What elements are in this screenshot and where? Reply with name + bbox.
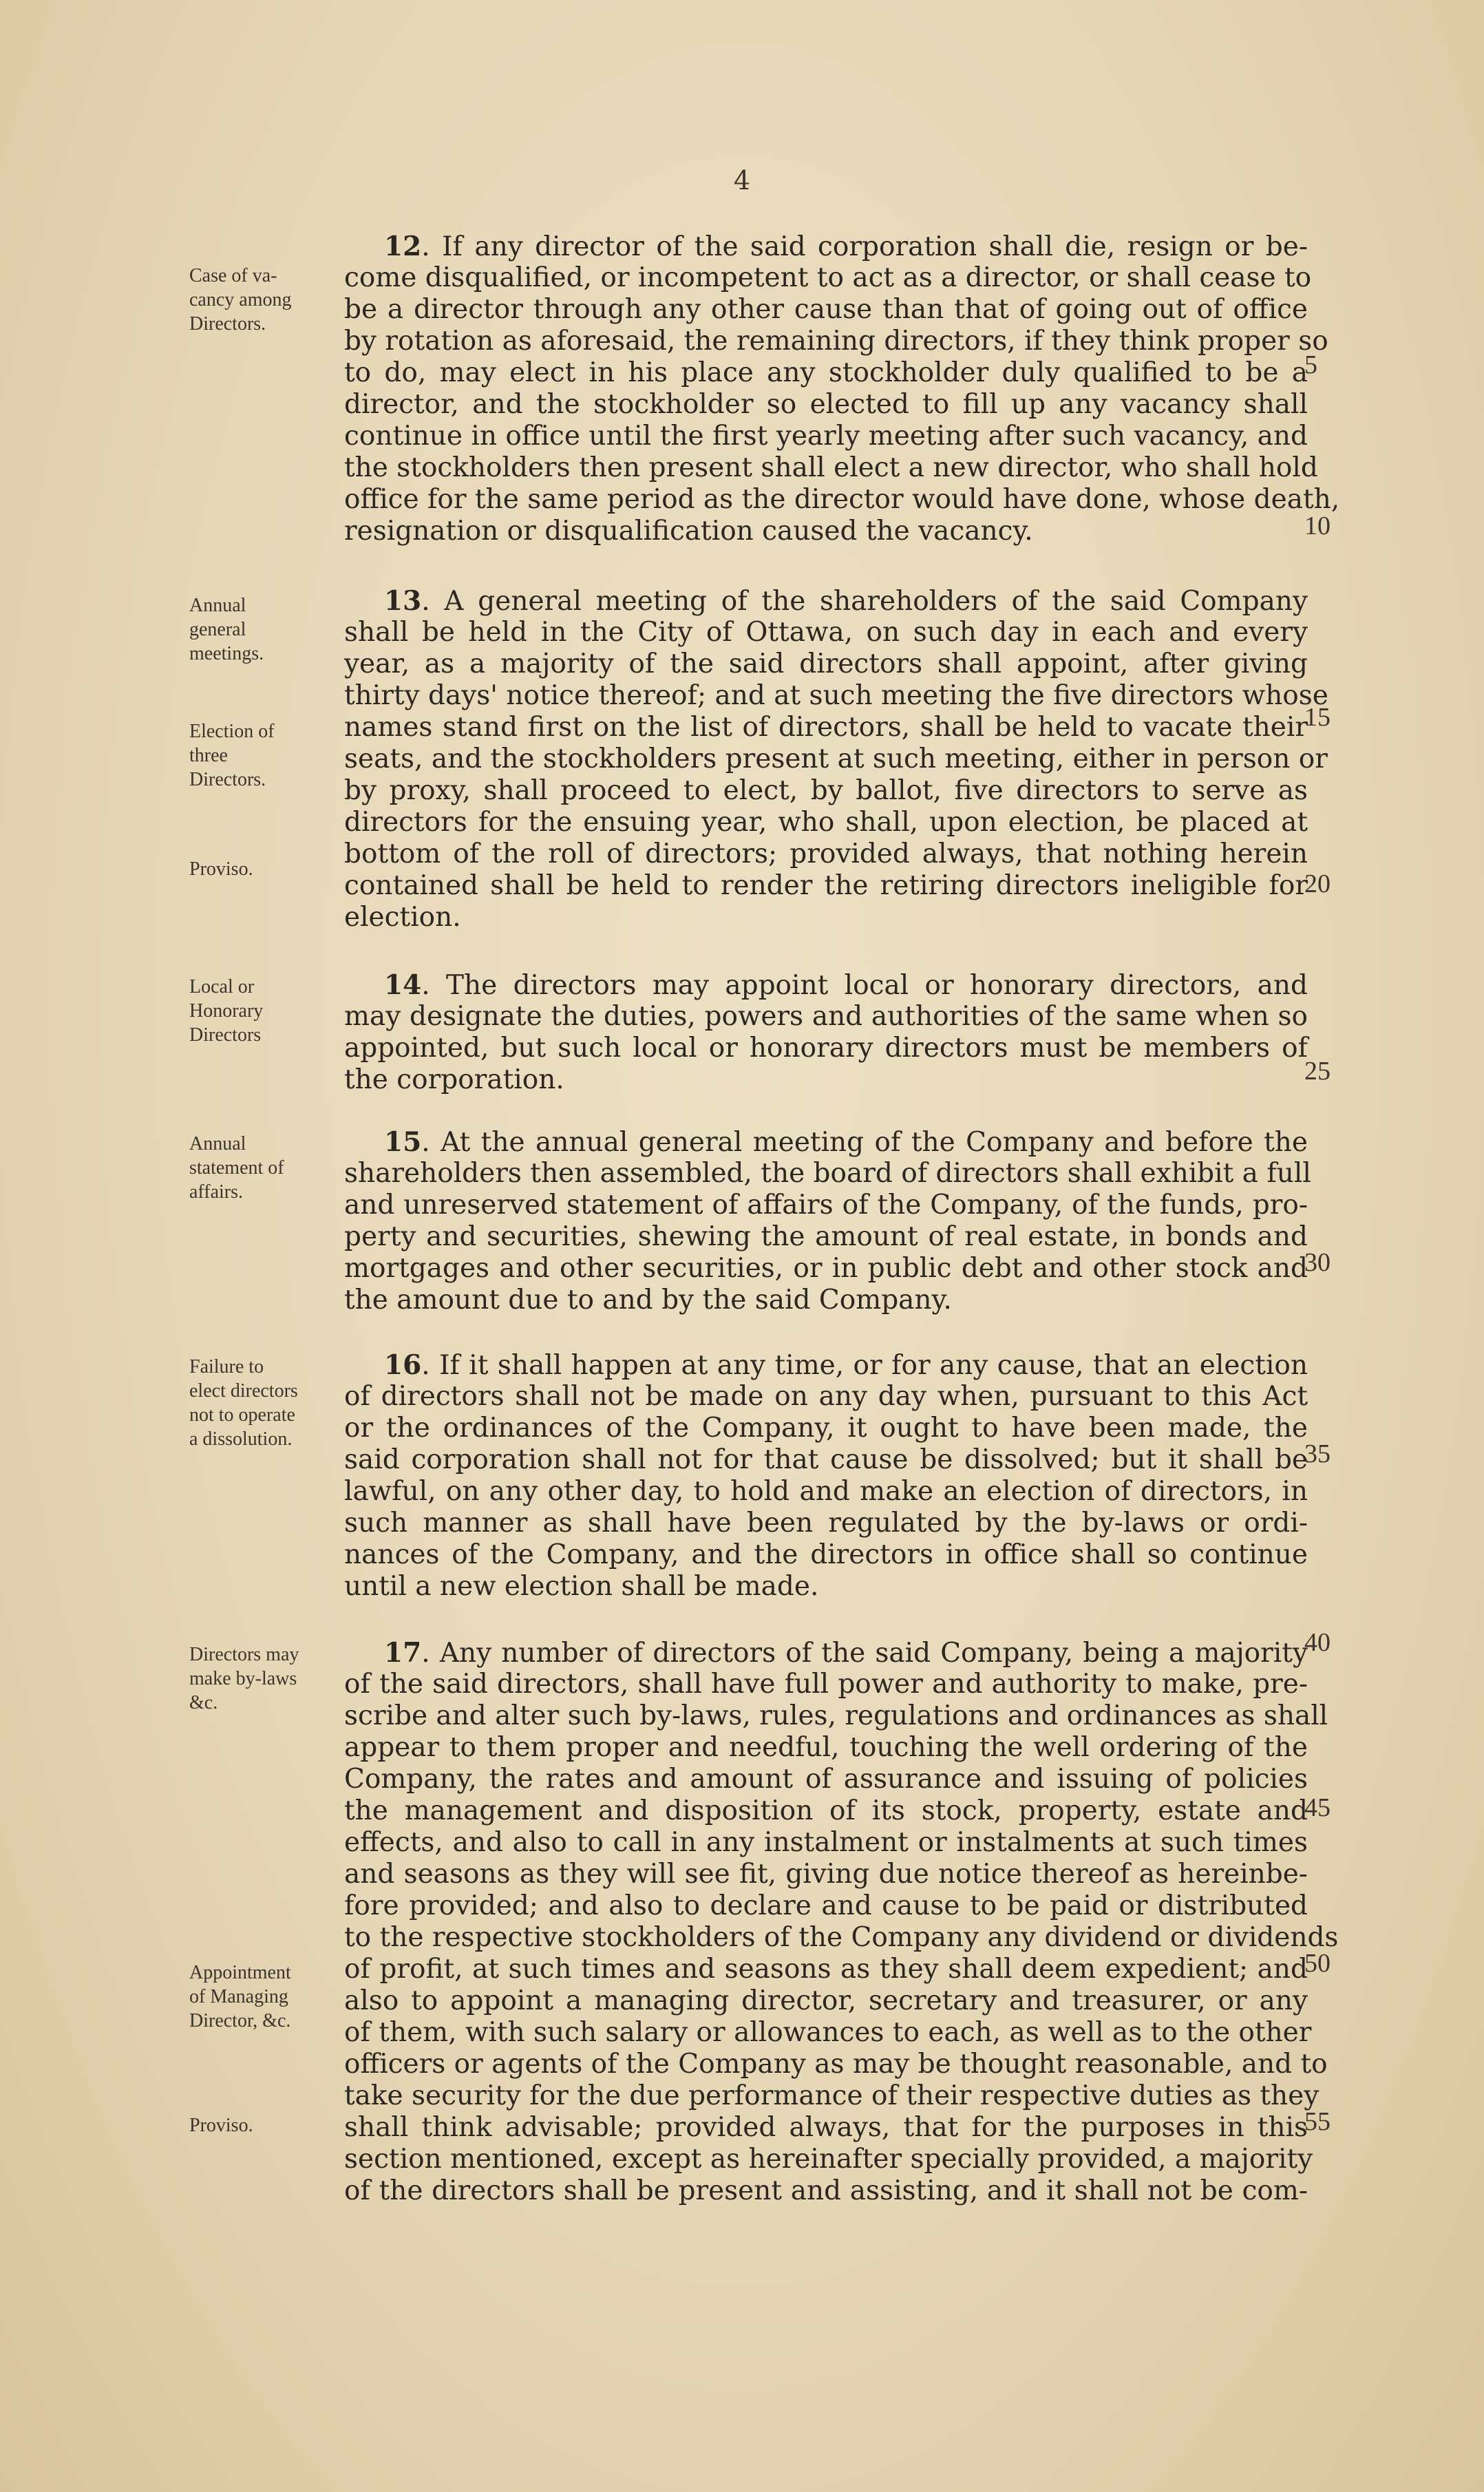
line-number: 55 — [1304, 2107, 1331, 2136]
text-line: the amount due to and by the said Company. — [344, 1285, 952, 1316]
section-body — [344, 969, 1308, 1096]
text-line: officers or agents of the Company as may be thought reasonable, and to — [344, 2049, 1328, 2080]
text-line: names stand first on the list of directors, shall be held to vacate their — [344, 712, 1308, 743]
line-number: 50 — [1304, 1949, 1331, 1978]
text-line: 15. At the annual general meeting of the Company and before the — [384, 1126, 1308, 1158]
text-line: of profit, at such times and seasons as they shall deem expedient; and — [344, 1954, 1308, 1985]
text-line: the stockholders then present shall elect a new director, who shall hold — [344, 452, 1318, 483]
text-line: until a new election shall be made. — [344, 1571, 819, 1602]
text-line: said corporation shall not for that cause be dissolved; but it shall be — [344, 1444, 1308, 1475]
line-number: 20 — [1304, 869, 1331, 898]
margin-note-managing-director: Appointment of Managing Director, &c. — [189, 1962, 291, 2031]
text-line: continue in office until the first yearly meeting after such vacancy, and — [344, 421, 1308, 452]
page-number: 4 — [733, 165, 751, 196]
text-line: may designate the duties, powers and authorities of the same when so — [344, 1001, 1308, 1032]
text-line: of directors shall not be made on any day when, pursuant to this Act — [344, 1381, 1308, 1412]
margin-note-proviso: Proviso. — [189, 2115, 253, 2136]
line-number: 40 — [1304, 1628, 1331, 1657]
text-line: fore provided; and also to declare and cause to be paid or distributed — [344, 1890, 1308, 1921]
text-line: section mentioned, except as hereinafter specially provided, a majority — [344, 2144, 1313, 2175]
line-number: 35 — [1304, 1439, 1331, 1468]
text-line: to do, may elect in his place any stockholder duly qualified to be a — [344, 357, 1308, 388]
line-number: 15 — [1304, 703, 1331, 732]
text-line: seats, and the stockholders present at such meeting, either in person or — [344, 743, 1328, 774]
text-line: perty and securities, shewing the amount of real estate, in bonds and — [344, 1221, 1308, 1252]
text-line: the management and disposition of its stock, property, estate and — [344, 1795, 1308, 1826]
section-body — [344, 1126, 1311, 1316]
margin-note-failure-to-elect: Failure to elect directors not to operate a dissolution. — [189, 1356, 298, 1450]
text-line: mortgages and other securities, or in public debt and other stock and — [344, 1253, 1308, 1284]
margin-note-election: Election of three Directors. — [189, 721, 275, 790]
text-line: director, and the stockholder so elected to fill up any vacancy shall — [344, 389, 1308, 420]
text-line: effects, and also to call in any instalment or instalments at such times — [344, 1827, 1308, 1858]
text-line: appointed, but such local or honorary directors must be members of — [344, 1033, 1308, 1064]
text-line: 14. The directors may appoint local or honorary directors, and — [384, 969, 1308, 1001]
text-line: thirty days' notice thereof; and at such meeting the five directors whose — [344, 680, 1328, 711]
margin-note-annual-statement: Annual statement of affairs. — [189, 1133, 284, 1203]
text-line: of them, with such salary or allowances to each, as well as to the other — [344, 2017, 1312, 2048]
text-line: appear to them proper and needful, touching the well ordering of the — [344, 1732, 1308, 1763]
text-line: by proxy, shall proceed to elect, by ballot, five directors to serve as — [344, 775, 1308, 806]
text-line: by rotation as aforesaid, the remaining directors, if they think proper so — [344, 326, 1328, 357]
text-line: shall think advisable; provided always, that for the purposes in this — [344, 2112, 1308, 2143]
text-line: year, as a majority of the said directors shall appoint, after giving — [344, 648, 1308, 679]
text-line: be a director through any other cause than that of going out of office — [344, 294, 1308, 325]
text-line: directors for the ensuing year, who shall, upon election, be placed at — [344, 807, 1308, 838]
text-line: office for the same period as the director would have done, whose death, — [344, 484, 1340, 515]
text-line: and seasons as they will see fit, giving due notice thereof as hereinbe- — [344, 1859, 1308, 1890]
margin-note-local-directors: Local or Honorary Directors — [189, 976, 264, 1046]
line-number: 45 — [1304, 1793, 1331, 1822]
line-number: 10 — [1304, 511, 1331, 540]
line-number: 25 — [1304, 1057, 1331, 1086]
text-line: 17. Any number of directors of the said Company, being a majority — [384, 1637, 1308, 1669]
text-line: 12. If any director of the said corporation shall die, resign or be- — [384, 231, 1308, 262]
text-line: shareholders then assembled, the board of directors shall exhibit a full — [344, 1158, 1311, 1189]
margin-note-proviso: Proviso. — [189, 858, 253, 880]
text-line: 13. A general meeting of the shareholders of the said Company — [384, 585, 1308, 617]
text-line: the corporation. — [344, 1064, 564, 1095]
text-line: or the ordinances of the Company, it ought to have been made, the — [344, 1413, 1308, 1444]
text-line: lawful, on any other day, to hold and make an election of directors, in — [344, 1476, 1308, 1507]
text-line: shall be held in the City of Ottawa, on such day in each and every — [344, 617, 1308, 648]
text-line: also to appoint a managing director, secretary and treasurer, or any — [344, 1985, 1308, 2016]
margin-note-vacancy: Case of va- cancy among Directors. — [189, 265, 292, 335]
line-number: 30 — [1304, 1248, 1331, 1277]
section-body — [344, 1349, 1308, 1603]
text-line: take security for the due performance of their respective duties as they — [344, 2080, 1319, 2111]
text-line: come disqualified, or incompetent to act as a director, or shall cease to — [344, 262, 1312, 293]
text-line: to the respective stockholders of the Company any dividend or dividends — [344, 1922, 1339, 1953]
text-line: Company, the rates and amount of assurance and issuing of policies — [344, 1764, 1308, 1795]
margin-note-by-laws: Directors may make by-laws &c. — [189, 1644, 299, 1713]
text-line: of the directors shall be present and assisting, and it shall not be com- — [344, 2175, 1308, 2206]
text-line: such manner as shall have been regulated by the by-laws or ordi- — [344, 1508, 1308, 1539]
text-line: of the said directors, shall have full power and authority to make, pre- — [344, 1669, 1308, 1700]
text-line: scribe and alter such by-laws, rules, regulations and ordinances as shall — [344, 1700, 1328, 1731]
line-number: 5 — [1304, 350, 1317, 379]
text-line: contained shall be held to render the retiring directors ineligible for — [344, 870, 1308, 901]
text-line: bottom of the roll of directors; provided always, that nothing herein — [344, 838, 1308, 869]
text-line: 16. If it shall happen at any time, or for any cause, that an election — [384, 1349, 1308, 1381]
text-line: nances of the Company, and the directors in office shall so continue — [344, 1539, 1308, 1570]
text-line: and unreserved statement of affairs of the Company, of the funds, pro- — [344, 1190, 1308, 1221]
text-line: election. — [344, 902, 461, 933]
margin-note-annual-meetings: Annual general meetings. — [189, 595, 264, 664]
text-line: resignation or disqualification caused the vacancy. — [344, 516, 1033, 547]
